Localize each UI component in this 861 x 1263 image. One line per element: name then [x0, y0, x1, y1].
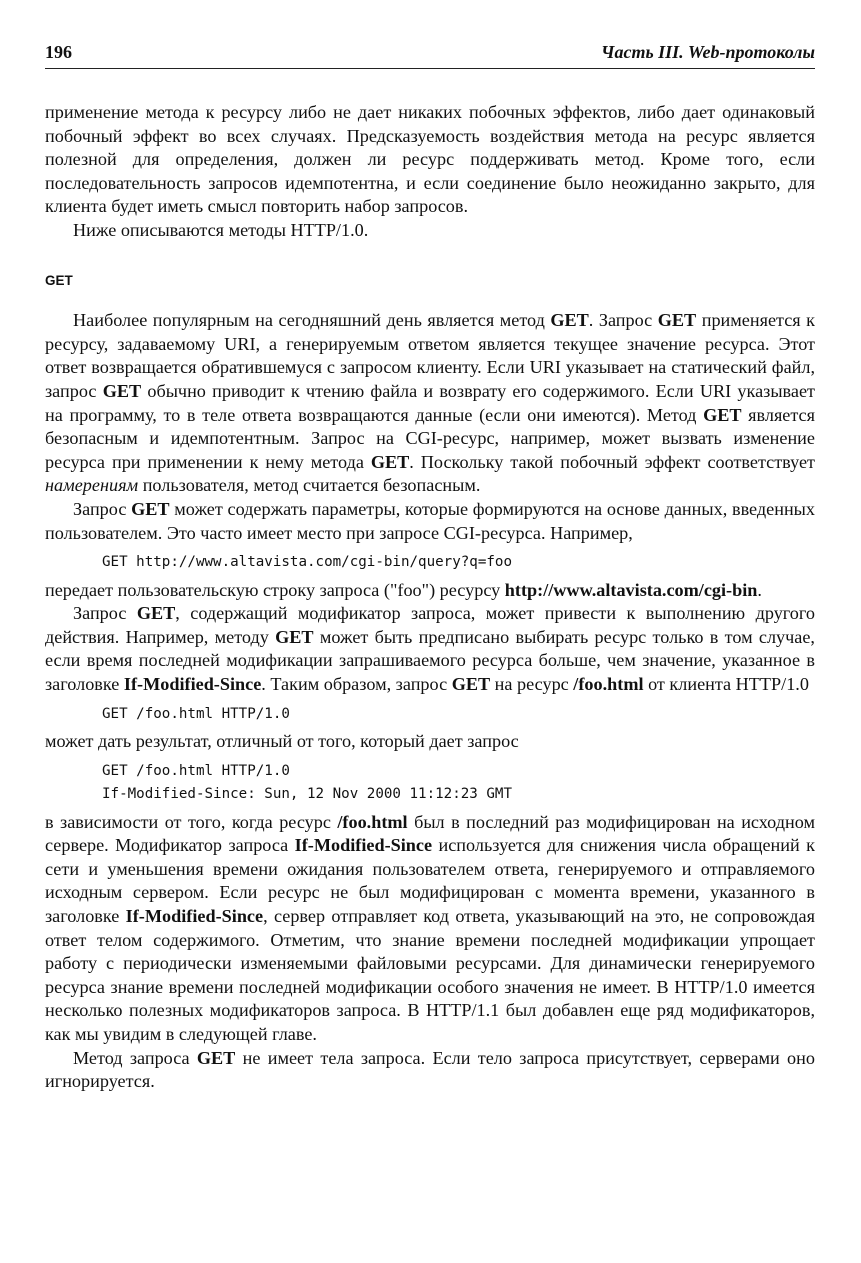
text-run: Наиболее популярным на сегодняшний день является метод: [73, 310, 551, 331]
text-run: Метод запроса: [73, 1047, 197, 1068]
paragraph-get-no-body: [45, 1047, 815, 1094]
text-run: на ресурс: [490, 673, 574, 694]
text-run: был в последний раз модифицирован на исходном сервере. Модификатор запроса: [45, 811, 815, 856]
text-run: Запрос: [73, 498, 132, 519]
bold-term: If-Modified-Since: [125, 906, 264, 927]
section-heading-get: GET: [45, 272, 73, 288]
text-run: используется для снижения числа обращений к сети и уменьшения времени ожидания пользователем ответа, генерируемого и отправляемого исходным сервером. Если ресурс не был модифицирован с момента времени, указанного в заголовке: [45, 835, 815, 927]
code-example-simple-get: GET /foo.html HTTP/1.0: [102, 705, 290, 722]
bold-term: GET: [196, 1047, 236, 1068]
text-run: применяется к ресурсу, задаваемому URI, а генерируемым ответом является текущее значение ресурса. Этот ответ возвращается обратившемуся с запросом клиенту. Если URI указывает на статический файл, запрос: [45, 310, 816, 401]
bold-term: GET: [131, 498, 170, 519]
text-run: Запрос: [73, 603, 137, 624]
bold-term: If-Modified-Since: [123, 673, 262, 694]
text-run: от клиента HTTP/1.0: [643, 673, 809, 694]
text-run: , сервер отправляет код ответа, указывающий на это, не сопровождая ответ телом содержимого. Отметим, что знание времени последней модификации упрощает работу с периодически изменяемыми файловыми ресурсами. Для динамически генерируемого ресурса знание времени последней модификации особого значения не имеет. В HTTP/1.0 имеется несколько полезных модификаторов запроса. В HTTP/1.1 был добавлен еще ряд модификаторов, как мы увидим в следующей главе.: [45, 906, 815, 1044]
text-run: пользователя, метод считается безопасным.: [138, 475, 481, 496]
page-header: [45, 38, 815, 69]
text-run: может содержать параметры, которые формируются на основе данных, введенных пользователем. Это часто имеет место при запросе CGI-ресурса. Например,: [45, 498, 815, 543]
paragraph-query-explanation: [45, 579, 815, 603]
text-run: в зависимости от того, когда ресурс: [45, 811, 338, 832]
bold-term: http://www.altavista.com/cgi-bin: [504, 579, 758, 600]
page-body: [45, 101, 815, 1094]
bold-term: GET: [102, 380, 142, 401]
bold-term: /foo.html: [337, 811, 408, 832]
text-run: передает пользовательскую строку запроса ("foo") ресурсу: [45, 579, 505, 600]
text-run: обычно приводит к чтению файла и возврату его содержимого. Если URI указывает на программу, то в теле ответа возвращаются данные (если они имеются). Метод: [45, 380, 816, 425]
paragraph-get-modifier: [45, 602, 815, 696]
running-title: Часть III. Web-протоколы: [600, 42, 815, 62]
italic-term: намерениям: [45, 475, 139, 496]
bold-term: GET: [370, 451, 410, 472]
text-run: не имеет тела запроса. Если тело запроса присутствует, серверами оно игнорируется.: [45, 1047, 815, 1092]
code-example-if-modified: GET /foo.html HTTP/1.0 If-Modified-Since: Sun, 12 Nov 2000 11:12:23 GMT: [102, 762, 512, 803]
text-run: . Поскольку такой побочный эффект соответствует: [409, 451, 815, 472]
book-page: [45, 38, 815, 1094]
text-run: . Запрос: [588, 310, 658, 331]
bold-term: /foo.html: [573, 673, 644, 694]
bold-term: GET: [275, 626, 314, 647]
paragraph-methods-intro: Ниже описываются методы HTTP/1.0.: [73, 219, 369, 240]
bold-term: GET: [550, 310, 589, 331]
page-number: 196: [45, 42, 72, 62]
paragraph-if-modified-explanation: [45, 811, 815, 1047]
text-run: .: [757, 579, 762, 600]
paragraph-different-result: может дать результат, отличный от того, который дает запрос: [45, 731, 519, 752]
text-run: является безопасным и идемпотентным. Запрос на CGI-ресурс, например, может вызвать изменение ресурса при применении к нему метода: [45, 404, 815, 472]
text-run: , содержащий модификатор запроса, может привести к выполнению другого действия. Например, методу: [45, 603, 815, 647]
paragraph-intro: применение метода к ресурсу либо не дает никаких побочных эффектов, либо дает одинаковый побочный эффект во всех случаях. Предсказуемость воздействия метода на ресурс является полезной для определения, должен ли ресурс поддерживать метод. Кроме того, если последовательность запросов идемпотентна, и если соединение было неожиданно закрыто, для клиента будет иметь смысл повторить набор запросов.: [45, 102, 815, 217]
paragraph-get-description: [45, 309, 815, 498]
code-example-query: GET http://www.altavista.com/cgi-bin/query?q=foo: [102, 554, 512, 571]
bold-term: If-Modified-Since: [294, 835, 433, 856]
text-run: может быть предписано выбирать ресурс только в том случае, если время последней модификации запрашиваемого ресурса больше, чем значение, указанное в заголовке: [45, 626, 815, 694]
paragraph-get-parameters: [45, 498, 815, 545]
bold-term: GET: [451, 673, 491, 694]
bold-term: GET: [136, 603, 176, 624]
text-run: . Таким образом, запрос: [261, 673, 452, 694]
bold-term: GET: [657, 310, 697, 331]
bold-term: GET: [703, 404, 742, 425]
